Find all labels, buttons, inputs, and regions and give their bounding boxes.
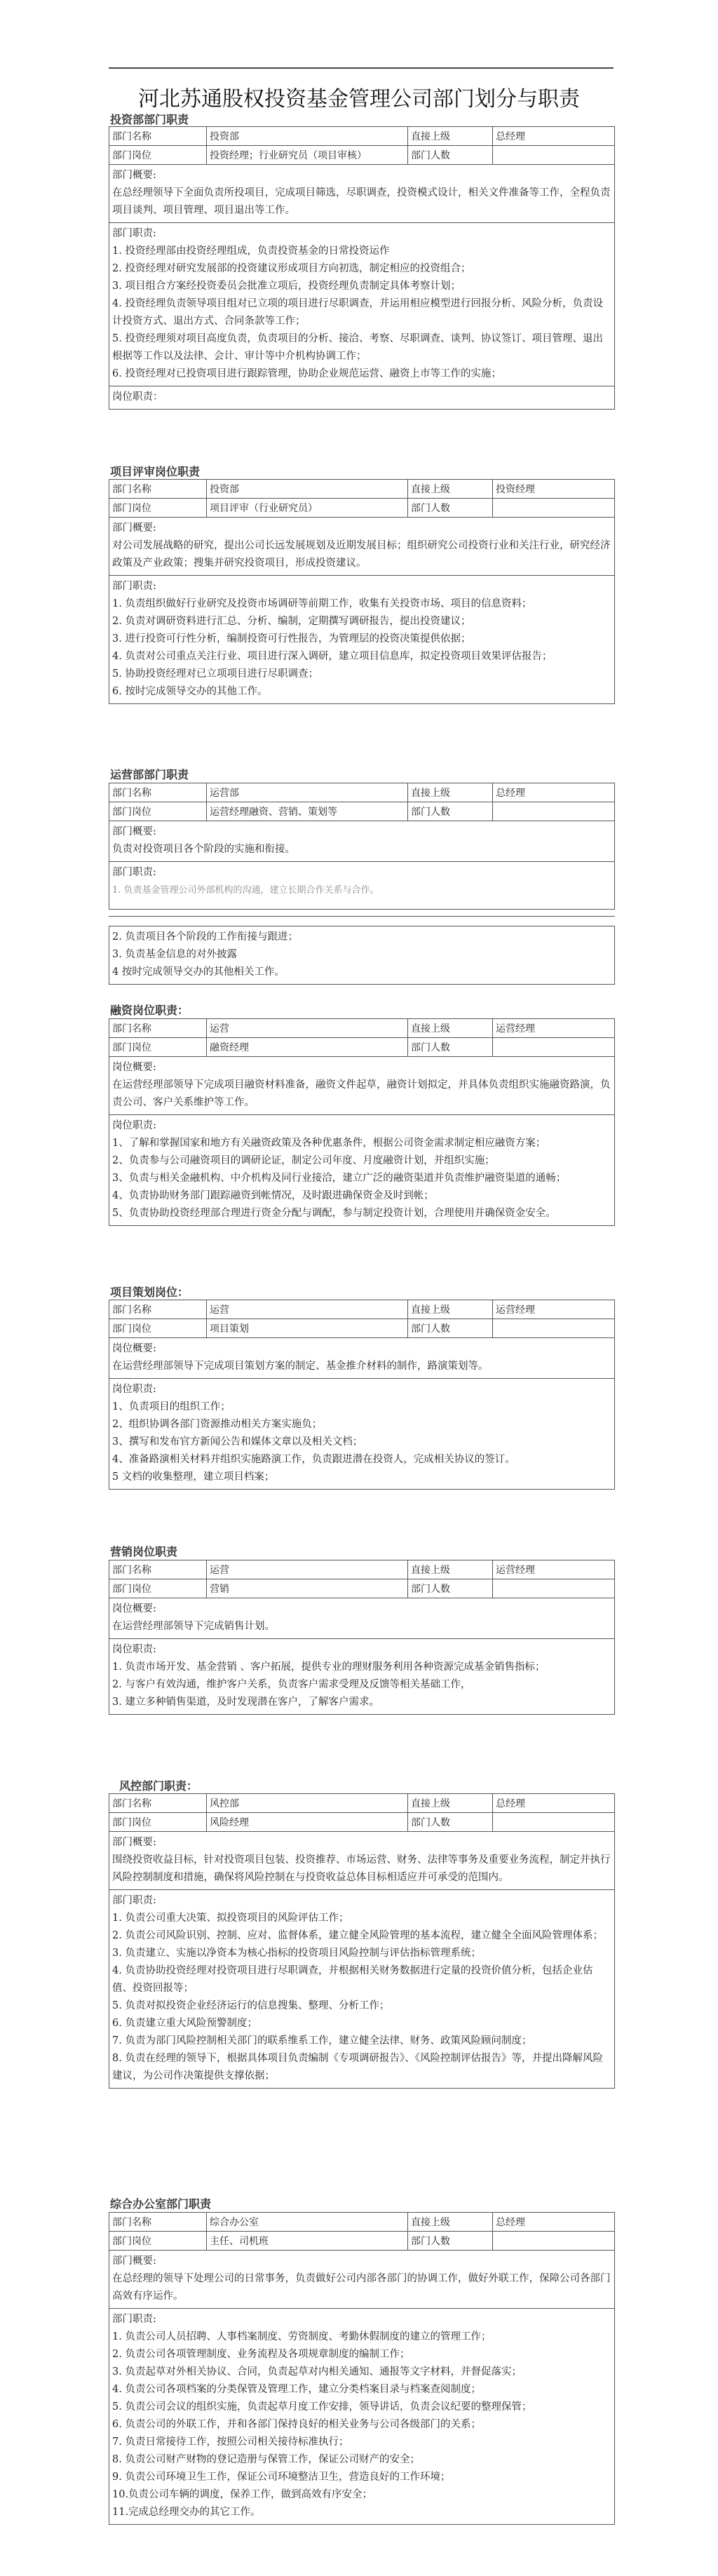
label-post: 部门岗位 (109, 1319, 207, 1337)
duties-label: 岗位职责: (112, 1384, 156, 1395)
table-row (109, 146, 614, 165)
overview-text: 在总经理的领导下处理公司的日常事务，负责做好公司内部各部门的协调工作，做好外联工作，保障公司各部门高效有序运作。 (112, 2273, 611, 2302)
duty-item: 8. 负责在经理的领导下，根据具体项目负责编制《专项调研报告》、《风险控制评估报告》等，并提出降解风险建议，为公司作决策提供支撑依据； (112, 2053, 603, 2082)
label-count: 部门人数 (408, 499, 493, 517)
value-superior: 运营经理 (496, 1023, 535, 1034)
duty-item: 11.完成总经理交办的其它工作。 (112, 2507, 261, 2518)
overview-text: 在运营经理部领导下完成项目融资材料准备，融资文件起草，融资计划拟定，并具体负责组织实施融资路演，负责公司、客户关系维护等工作。 (112, 1079, 611, 1108)
duties-label: 部门职责: (112, 867, 156, 878)
label-count: 部门人数 (408, 802, 493, 821)
duty-item: 2. 负责公司风险识别、控制、应对、监督体系，建立健全风险管理的基本流程，建立健全全面风险管理体系； (112, 1930, 603, 1941)
duties-label: 部门职责: (112, 2314, 156, 2325)
overview-block (109, 518, 614, 576)
post-duties-block (109, 386, 614, 409)
duty-item: 3. 项目组合方案经投资委员会批准立项后，投资经理负责制定具体考察计划； (112, 281, 461, 292)
duty-item: 1. 负责公司人员招聘、人事档案制度、劳资制度、考勤休假制度的建立的管理工作； (112, 2331, 492, 2342)
duty-item: 3. 建立多种销售渠道，及时发现潜在客户，了解客户需求。 (112, 1697, 379, 1708)
duty-item: 2、组织协调各部门资源推动相关方案实施负； (112, 1419, 323, 1430)
duty-item: 2. 与客户有效沟通，维护客户关系，负责客户需求受理及反馈等相关基础工作， (112, 1679, 471, 1690)
overview-label: 部门概要: (112, 170, 156, 181)
label-post: 部门岗位 (109, 2232, 207, 2250)
overview-label: 岗位概要: (112, 1062, 156, 1073)
duty-item: 1、负责项目的组织工作； (112, 1401, 231, 1412)
value-post: 项目策划 (207, 1319, 408, 1337)
overview-label: 部门概要: (112, 1837, 156, 1848)
duty-item: 3. 负责起草对外相关协议、合同，负责起草对内相关通知、通报等文字材料，并督促落实； (112, 2366, 522, 2378)
duties-block (109, 1890, 614, 2088)
duty-item: 5. 负责对拟投资企业经济运行的信息搜集、整理、分析工作； (112, 2000, 390, 2011)
section-heading-office: 综合办公室部门职责 (110, 2197, 212, 2211)
label-count: 部门人数 (408, 1038, 493, 1056)
label-post: 部门岗位 (109, 1813, 207, 1831)
duties-label: 部门职责: (112, 228, 156, 239)
duty-item: 4. 负责协助投资经理对投资项目进行尽职调查，并根据相关财务数据进行定量的投资价值分析，包括企业估值、投资回报等； (112, 1965, 593, 1994)
duty-item: 4、负责协助财务部门跟踪融资到帐情况，及时跟进确保资金及时到帐； (112, 1190, 434, 1201)
value-count (493, 802, 614, 821)
section-heading-review: 项目评审岗位职责 (110, 465, 201, 478)
value-dept-name: 风控部 (207, 1794, 408, 1812)
value-post: 投资经理；行业研究员（项目审核） (207, 146, 408, 164)
duty-item: 2. 负责项目各个阶段的工作衔接与跟进； (112, 931, 298, 943)
section-table-investment (109, 126, 615, 410)
overview-text: 在运营经理部领导下完成销售计划。 (112, 1621, 275, 1632)
duty-item: 5. 投资经理须对项目高度负责，负责项目的分析、接洽、考察、尽职调查、谈判、协议签订、项目管理、退出根据等工作以及法律、会计、审计等中介机构协调工作； (112, 333, 603, 362)
duty-item: 10.负责公司车辆的调度，保养工作，做到高效有序安全； (112, 2489, 373, 2500)
section-heading-financing: 融资岗位职责： (110, 1004, 189, 1017)
value-superior: 总经理 (496, 788, 525, 799)
duty-item: 6. 按时完成领导交办的其他工作。 (112, 686, 268, 697)
value-post: 运营经理融资、营销、策划等 (207, 802, 408, 821)
overview-label: 岗位概要: (112, 1343, 156, 1354)
overview-block (109, 1832, 614, 1890)
value-dept-name: 运营 (207, 1560, 408, 1579)
duties-block (109, 862, 614, 909)
table-row (109, 127, 614, 146)
overview-label: 部门概要: (112, 826, 156, 837)
overview-label: 部门概要: (112, 522, 156, 534)
label-count: 部门人数 (408, 1579, 493, 1598)
section-heading-investment: 投资部部门职责 (110, 113, 189, 126)
overview-text: 在运营经理部领导下完成项目策划方案的制定、基金推介材料的制作，路演策划等。 (112, 1361, 489, 1372)
duty-item: 2. 投资经理对研究发展部的投资建议形成项目方向初选，制定相应的投资组合； (112, 263, 471, 274)
value-dept-name: 运营 (207, 1019, 408, 1037)
table-row (109, 783, 614, 802)
overview-label: 岗位概要: (112, 1603, 156, 1614)
label-count: 部门人数 (408, 2232, 493, 2250)
value-count (493, 1319, 614, 1337)
duty-item: 1. 负责公司重大决策、拟投资项目的风险评估工作； (112, 1913, 349, 1924)
table-row (109, 1794, 614, 1813)
label-superior: 直接上级 (408, 1019, 493, 1037)
table-row (109, 2232, 614, 2251)
duty-item: 3. 进行投资可行性分析，编制投资可行性报告，为管理层的投资决策提供依据； (112, 633, 471, 645)
label-superior: 直接上级 (408, 1794, 493, 1812)
section-table-office (109, 2212, 615, 2525)
value-post: 主任、司机班 (207, 2232, 408, 2250)
label-post: 部门岗位 (109, 146, 207, 164)
overview-label: 部门概要: (112, 2255, 156, 2267)
value-post: 项目评审（行业研究员） (207, 499, 408, 517)
table-row (109, 1560, 614, 1579)
overview-text: 在总经理领导下全面负责所投项目，完成项目筛选，尽职调查，投资模式设计，相关文件准备等工作，全程负责项目谈判、项目管理、项目退出等工作。 (112, 187, 611, 216)
table-row (109, 802, 614, 821)
value-superior: 运营经理 (496, 1565, 535, 1576)
duties-block (109, 2309, 614, 2524)
value-dept-name: 投资部 (207, 127, 408, 145)
section-heading-planning: 项目策划岗位： (110, 1286, 189, 1299)
section-table-review (109, 479, 615, 704)
duty-item: 3、撰写和发布官方新闻公告和媒体文章以及相关文档； (112, 1436, 363, 1448)
value-post: 营销 (207, 1579, 408, 1598)
label-dept-name: 部门名称 (109, 480, 207, 498)
section-table-operations-cont (109, 926, 615, 985)
duty-item: 5 文档的收集整理，建立项目档案； (112, 1471, 275, 1483)
duty-item: 7. 负责日常接待工作，按照公司相关接待标准执行； (112, 2436, 349, 2448)
label-superior: 直接上级 (408, 783, 493, 802)
duties-label: 岗位职责: (112, 1120, 156, 1131)
duty-item: 4. 负责对公司重点关注行业、项目进行深入调研，建立项目信息库，拟定投资项目效果评估报告； (112, 651, 553, 662)
value-count (493, 1813, 614, 1831)
duty-item: 6. 投资经理对已投资项目进行跟踪管理，协助企业规范运营、融资上市等工作的实施； (112, 368, 501, 379)
label-count: 部门人数 (408, 146, 493, 164)
table-row (109, 1579, 614, 1598)
value-superior: 投资经理 (496, 484, 535, 495)
label-dept-name: 部门名称 (109, 1560, 207, 1579)
section-table-risk (109, 1793, 615, 2089)
value-count (493, 1038, 614, 1056)
duty-item: 3、负责与相关金融机构、中介机构及同行业接洽，建立广泛的融资渠道并负责维护融资渠道的通畅； (112, 1173, 567, 1184)
overview-block (109, 821, 614, 862)
duties-block (109, 576, 614, 703)
duty-item: 1、了解和掌握国家和地方有关融资政策及各种优惠条件，根据公司资金需求制定相应融资方案； (112, 1138, 546, 1149)
duties-label: 岗位职责: (112, 1644, 156, 1655)
table-row (109, 1813, 614, 1832)
page-break-rule (109, 916, 615, 917)
duties-block (109, 223, 614, 386)
post-duties-label: 岗位职责： (112, 391, 163, 403)
table-row (109, 1019, 614, 1038)
value-count (493, 1579, 614, 1598)
duty-item: 2、负责参与公司融资项目的调研论证，制定公司年度、月度融资计划，并组织实施； (112, 1155, 495, 1166)
duties-label: 部门职责: (112, 581, 156, 592)
value-count (493, 146, 614, 164)
value-superior: 总经理 (496, 131, 525, 142)
label-superior: 直接上级 (408, 1300, 493, 1319)
value-superior: 总经理 (496, 2217, 525, 2228)
overview-block (109, 165, 614, 223)
value-dept-name: 综合办公室 (207, 2213, 408, 2231)
document-title: 河北苏通股权投资基金管理公司部门划分与职责 (138, 87, 580, 112)
table-row (109, 1038, 614, 1057)
duties-block (109, 1379, 614, 1489)
duties-label: 部门职责: (112, 1895, 156, 1906)
label-dept-name: 部门名称 (109, 783, 207, 802)
value-dept-name: 投资部 (207, 480, 408, 498)
label-post: 部门岗位 (109, 802, 207, 821)
duty-item: 3. 负责建立、实施以净资本为核心指标的投资项目风险控制与评估指标管理系统； (112, 1948, 481, 1959)
duty-item: 5、负责协助投资经理部合理进行资金分配与调配，参与制定投资计划，合理使用并确保资金安全。 (112, 1208, 556, 1219)
duty-item: 4. 负责公司各项档案的分类保管及管理工作，建立分类档案目录与档案查阅制度； (112, 2384, 481, 2395)
overview-block (109, 1057, 614, 1115)
overview-text: 对公司发展战略的研究，提出公司长远发展规划及近期发展目标；组织研究公司投资行业和关注行业，研究经济政策及产业政策；搜集并研究投资项目，形成投资建议。 (112, 540, 611, 569)
value-post: 风险经理 (207, 1813, 408, 1831)
label-count: 部门人数 (408, 1813, 493, 1831)
label-post: 部门岗位 (109, 1579, 207, 1598)
duty-item: 6. 负责建立重大风险预警制度； (112, 2018, 257, 2029)
top-rule (109, 67, 614, 69)
label-dept-name: 部门名称 (109, 2213, 207, 2231)
value-dept-name: 运营部 (207, 783, 408, 802)
label-post: 部门岗位 (109, 499, 207, 517)
section-table-planning (109, 1300, 615, 1490)
duty-item: 1. 负责基金管理公司外部机构的沟通，建立长期合作关系与合作。 (112, 885, 379, 896)
label-count: 部门人数 (408, 1319, 493, 1337)
duty-item: 1. 负责市场开发、基金营销 、客户拓展，提供专业的理财服务利用各种资源完成基金销售指标； (112, 1661, 546, 1673)
table-row (109, 1300, 614, 1319)
duty-item: 7. 负责为部门风险控制相关部门的联系维系工作，建立健全法律、财务、政策风险顾问制度； (112, 2035, 532, 2046)
duty-item: 6. 负责公司的外联工作，并和各部门保持良好的相关业务与公司各级部门的关系； (112, 2419, 481, 2430)
label-dept-name: 部门名称 (109, 127, 207, 145)
value-superior: 总经理 (496, 1798, 525, 1809)
duty-item: 4. 投资经理负责领导项目组对已立项的项目进行尽职调查，并运用相应模型进行回报分析、风险分析，负责设计投资方式、退出方式、合同条款等工作； (112, 298, 603, 327)
label-dept-name: 部门名称 (109, 1794, 207, 1812)
overview-block (109, 1598, 614, 1639)
duty-item: 8. 负责公司财产财物的登记造册与保管工作，保证公司财产的安全； (112, 2454, 420, 2465)
duty-item: 4、准备路演相关材料并组织实施路演工作，负责跟进潜在投资人，完成相关协议的签订。 (112, 1454, 515, 1465)
duty-item: 9. 负责公司环境卫生工作，保证公司环境整洁卫生，营造良好的工作环境； (112, 2472, 451, 2483)
label-dept-name: 部门名称 (109, 1019, 207, 1037)
section-heading-operations: 运营部部门职责 (110, 768, 189, 781)
duties-block (109, 1639, 614, 1714)
duty-item: 2. 负责对调研资料进行汇总、分析、编制，定期撰写调研报告，提出投资建议； (112, 616, 471, 627)
overview-text: 围绕投资收益目标，针对投资项目包装、投资推荐、市场运营、财务、法律等事务及重要业务流程，制定并执行风险控制制度和措施，确保将风险控制在与投资收益总体目标相适应并可承受的范围内。 (112, 1854, 611, 1883)
table-row (109, 2213, 614, 2232)
label-superior: 直接上级 (408, 1560, 493, 1579)
table-row (109, 1319, 614, 1338)
value-count (493, 499, 614, 517)
overview-block (109, 1338, 614, 1379)
duties-block-cont (109, 926, 614, 984)
duty-item: 1. 投资经理部由投资经理组成，负责投资基金的日常投资运作 (112, 245, 390, 257)
duty-item: 3. 负责基金信息的对外披露 (112, 949, 237, 960)
label-post: 部门岗位 (109, 1038, 207, 1056)
value-superior: 运营经理 (496, 1304, 535, 1316)
label-superior: 直接上级 (408, 127, 493, 145)
duty-item: 5. 负责公司会议的组织实施，负责起草月度工作安排，领导讲话，负责会议纪要的整理保管； (112, 2401, 532, 2413)
overview-block (109, 2251, 614, 2309)
label-dept-name: 部门名称 (109, 1300, 207, 1319)
duty-item: 5. 协助投资经理对已立项项目进行尽职调查； (112, 668, 318, 680)
label-superior: 直接上级 (408, 480, 493, 498)
value-post: 融资经理 (207, 1038, 408, 1056)
duties-block (109, 1115, 614, 1225)
section-table-financing (109, 1018, 615, 1226)
value-dept-name: 运营 (207, 1300, 408, 1319)
duty-item: 2. 负责公司各项管理制度、业务流程及各项规章制度的编制工作； (112, 2349, 410, 2360)
overview-text: 负责对投资项目各个阶段的实施和衔接。 (112, 844, 295, 855)
section-table-operations (109, 783, 615, 910)
table-row (109, 499, 614, 518)
section-table-marketing (109, 1560, 615, 1715)
table-row (109, 480, 614, 499)
value-count (493, 2232, 614, 2250)
section-heading-risk: 风控部门职责： (119, 1779, 198, 1793)
label-superior: 直接上级 (408, 2213, 493, 2231)
duty-item: 1. 负责组织做好行业研究及投资市场调研等前期工作，收集有关投资市场、项目的信息资料； (112, 598, 532, 609)
section-heading-marketing: 营销岗位职责 (110, 1545, 178, 1558)
duty-item: 4 按时完成领导交办的其他相关工作。 (112, 966, 285, 978)
